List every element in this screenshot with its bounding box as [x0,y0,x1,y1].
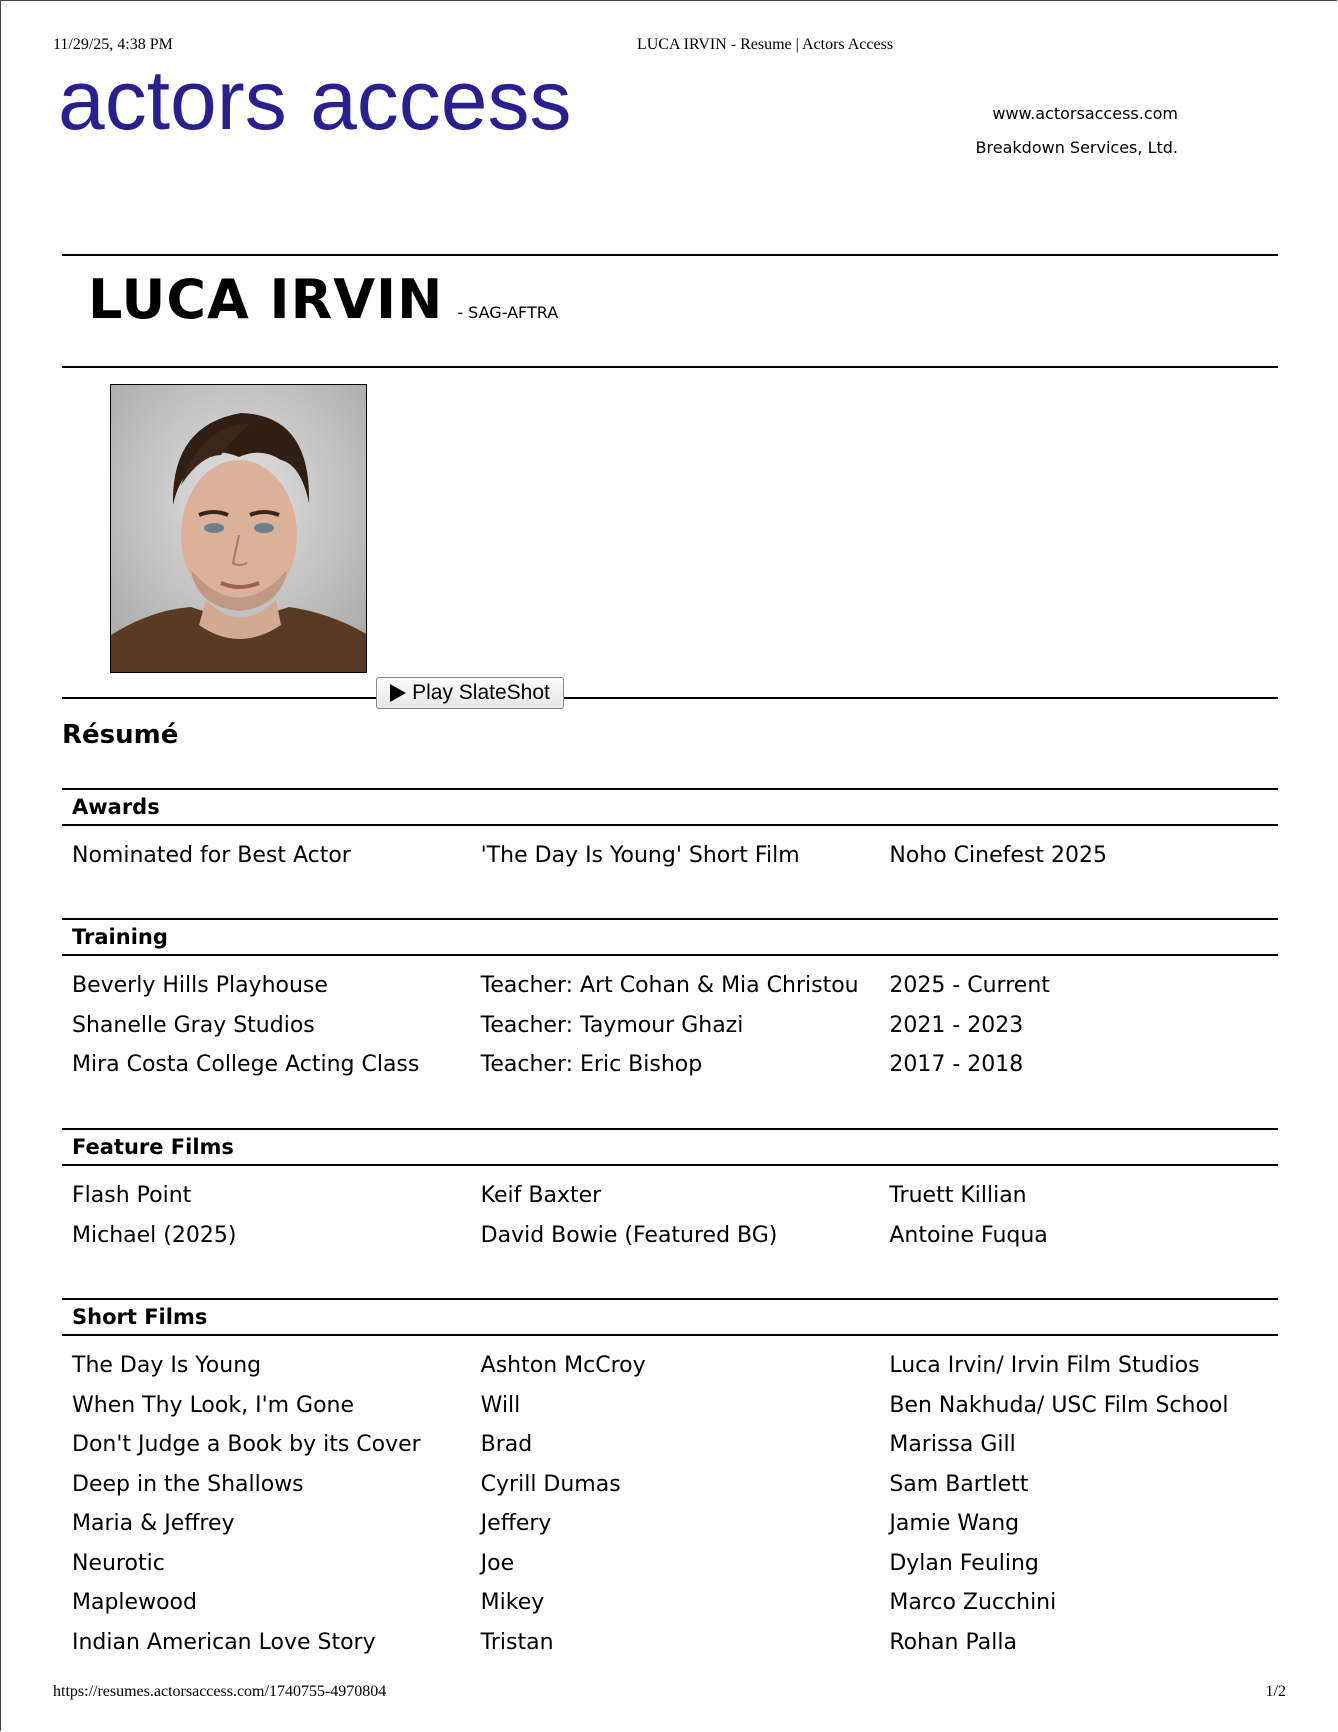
training-teacher: Teacher: Art Cohan & Mia Christou [480,973,859,999]
short-films-section [62,1298,1278,1662]
table-row [62,1216,1278,1256]
site-info [976,104,1178,172]
table-row [62,1504,1278,1544]
site-url[interactable]: www.actorsaccess.com [992,104,1178,123]
print-header-date: 11/29/25, 4:38 PM [53,36,173,53]
film-title: Flash Point [72,1183,192,1209]
section-title: Feature Films [62,1128,1278,1166]
print-header-title: LUCA IRVIN - Resume | Actors Access [636,36,894,53]
training-section [62,918,1278,1085]
table-row [62,1045,1278,1085]
feature-films-section [62,1128,1278,1255]
film-role: Joe [480,1550,515,1576]
play-slateshot-label: Play SlateShot [412,681,550,704]
section-title: Training [62,918,1278,956]
film-title: When Thy Look, I'm Gone [72,1392,355,1418]
film-title: The Day Is Young [72,1353,262,1379]
section-title: Awards [62,788,1278,826]
film-role: Brad [480,1432,533,1458]
play-slateshot-button[interactable] [376,677,564,709]
training-years: 2025 - Current [889,973,1050,999]
film-title: Maplewood [72,1590,197,1616]
actor-name: LUCA IRVIN [88,268,444,331]
section-title: Short Films [62,1298,1278,1336]
film-title: Indian American Love Story [72,1629,376,1655]
table-row [62,1425,1278,1465]
name-block [88,268,558,331]
film-role: David Bowie (Featured BG) [480,1222,778,1248]
table-row [62,836,1278,876]
film-director: Jamie Wang [889,1511,1020,1537]
award-festival: Noho Cinefest 2025 [889,843,1107,869]
training-school: Shanelle Gray Studios [72,1012,315,1038]
film-role: Keif Baxter [480,1183,602,1209]
name-divider [62,366,1278,368]
film-role: Jeffery [480,1511,552,1537]
film-director: Rohan Palla [889,1629,1017,1655]
table-row [62,1176,1278,1216]
film-director: Marissa Gill [889,1432,1016,1458]
film-title: Michael (2025) [72,1222,237,1248]
film-title: Maria & Jeffrey [72,1511,235,1537]
photo-divider-right [564,697,1278,699]
table-row [62,1623,1278,1663]
play-icon [390,684,406,702]
photo-divider-left [62,697,376,699]
film-director: Luca Irvin/ Irvin Film Studios [889,1353,1200,1379]
film-director: Sam Bartlett [889,1471,1029,1497]
film-director: Truett Killian [889,1183,1027,1209]
film-director: Antoine Fuqua [889,1222,1048,1248]
film-title: Neurotic [72,1550,165,1576]
table-row [62,1346,1278,1386]
film-role: Mikey [480,1590,545,1616]
union-affiliation: - SAG-AFTRA [457,303,559,322]
table-row [62,1583,1278,1623]
table-row [62,1006,1278,1046]
training-teacher: Teacher: Eric Bishop [480,1052,703,1078]
film-title: Deep in the Shallows [72,1471,304,1497]
resume-heading: Résumé [62,720,179,750]
table-row [62,1544,1278,1584]
film-role: Will [480,1392,521,1418]
film-role: Cyrill Dumas [480,1471,621,1497]
training-school: Mira Costa College Acting Class [72,1052,420,1078]
company-name: Breakdown Services, Ltd. [975,138,1178,157]
film-director: Dylan Feuling [889,1550,1039,1576]
film-title: Don't Judge a Book by its Cover [72,1432,421,1458]
table-row [62,1465,1278,1505]
headshot-image [111,385,367,673]
print-footer-url: https://resumes.actorsaccess.com/1740755-4970804 [53,1683,387,1700]
training-school: Beverly Hills Playhouse [72,973,328,999]
training-years: 2017 - 2018 [889,1052,1024,1078]
table-row [62,966,1278,1006]
training-years: 2021 - 2023 [889,1012,1024,1038]
film-director: Marco Zucchini [889,1590,1057,1616]
award-name: Nominated for Best Actor [72,843,351,869]
actors-access-logo[interactable]: actors access [58,53,572,147]
training-teacher: Teacher: Taymour Ghazi [480,1012,744,1038]
award-project: 'The Day Is Young' Short Film [480,843,800,869]
awards-section [62,788,1278,876]
print-footer-page-number: 1/2 [1265,1683,1286,1700]
header-divider [62,254,1278,256]
film-role: Ashton McCroy [480,1353,646,1379]
table-row [62,1386,1278,1426]
film-role: Tristan [480,1629,554,1655]
headshot-photo[interactable] [110,384,367,673]
film-director: Ben Nakhuda/ USC Film School [889,1392,1229,1418]
